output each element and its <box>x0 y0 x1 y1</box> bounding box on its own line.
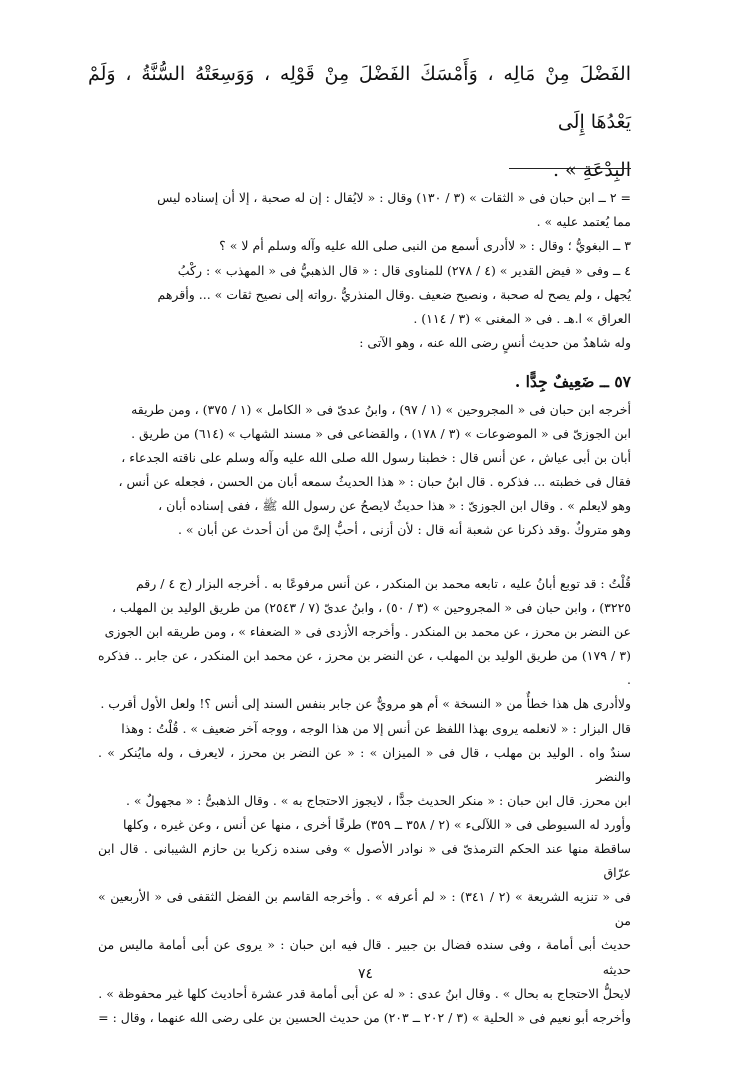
hadith-grade-heading: ٥٧ ــ ضَعِيفٌ جِدًّا . <box>514 372 631 391</box>
body-line: فى « تنزيه الشريعة » (٢ / ٣٤١) : « لم أعرفه » . وأخرجه القاسم بن الفضل الثقفى فى « الأربعين » من <box>98 889 631 929</box>
body-line: أخرجه ابن حبان فى « المجروحين » (١ / ٩٧) ، وابنُ عدىّ فى « الكامل » (١ / ٣٧٥) ، ومن طريقه <box>131 402 631 417</box>
footnote-line: ٤ ــ وفى « فيض القدير » (٤ / ٢٧٨) للمناوى قال : « قال الذهبيُّ فى « المهذب » : ركْبُ <box>177 262 631 278</box>
footnote-separator <box>509 168 631 169</box>
main-text-block <box>88 50 631 194</box>
body-line: (٣ / ١٧٩) من طريق الوليد بن المهلب ، عن النضر بن محرز ، عن محمد ابن المنكدر ، عن جابر .. فذكره . <box>98 648 631 688</box>
body-line: فقال فى خطبته ... فذكره . قال ابنُ حبان : « هذا الحديثُ سمعه أبان من الحسن ، فجعله عن أنس ، <box>118 474 631 490</box>
body-line: قال البزار : « لانعلمه يروى بهذا اللفظ عن أنس إلا من هذا الوجه ، ووجه آخر ضعيف » . قُلْتُ : وهذا <box>121 720 631 736</box>
body-line: أبان بن أبى عياش ، عن أنس قال : خطبنا رسول الله صلى الله عليه وآله وسلم على ناقته الجدعاء ، <box>121 450 631 466</box>
footnotes-block <box>98 186 631 355</box>
body-line: قُلْتُ : قد توبع أبانُ عليه ، تابعه محمد بن المنكدر ، عن أنس مرفوعًا به . أخرجه البزار (ج ٤ / رقم <box>135 576 631 591</box>
body-line: وهو متروكٌ .وقد ذكرنا عن شعبة أنه قال : لأن أزنى ، أحبُّ إلىَّ من أن أحدث عن أبان » . <box>177 522 631 538</box>
footnote-line: العراق » ا.هـ . فى « المغنى » (٣ / ١١٤) . <box>413 311 631 327</box>
page-number: ٧٤ <box>357 966 374 982</box>
footnote-line: وله شاهدٌ من حديث أنسٍ رضى الله عنه ، وهو الآتى : <box>359 335 631 351</box>
main-text-line: الفَضْلَ مِنْ مَالِه ، وَأَمْسَكَ الفَضْلَ مِنْ قَوْلِه ، وَوَسِعَتْهُ السُّنَّةُ ، وَلَمْ يَعْدُهَا إِلَى <box>88 63 631 133</box>
body-line: وهو لايعلم » . وقال ابن الجوزىّ : « هذا حديثٌ لايصحُ عن رسول الله ﷺ ، ففى إسناده أبان ، <box>158 498 631 514</box>
body-line: وأورد له السيوطى فى « اللآلىء » (٢ / ٣٥٨ ــ ٣٥٩) طرقًا أخرى ، منها عن أنس ، وعن غيره ، وكلها <box>123 816 631 832</box>
body-line: ابن الجوزىّ فى « الموضوعات » (٣ / ١٧٨) ، والقضاعى فى « مسند الشهاب » (٦١٤) من طريق . <box>131 426 631 442</box>
body-line: لايحلُّ الاحتجاج به بحال » . وقال ابنُ عدى : « له عن أبى أمامة قدر عشرة أحاديث كلها غير محفوظة » . <box>98 985 631 1001</box>
body-line: ٣٢٢٥) ، وابن حبان فى « المجروحين » (٣ / ٥٠) ، وابنُ عدىّ (٧ / ٢٥٤٣) من طريق الوليد بن المهلب ، <box>112 600 631 616</box>
body-line: ابن محرز. قال ابن حبان : « منكر الحديث جدًّا ، لايجوز الاحتجاج به » . وقال الذهبىُّ : « مجهولٌ » . <box>125 792 631 808</box>
body-line: ساقطة منها عند الحكم الترمذىّ فى « نوادر الأصول » وفى سنده زكريا بن حازم الشيبانى . قال ابن عرّاق <box>98 841 631 881</box>
body-line: ولاأدرى هل هذا خطأٌ من « النسخة » أم هو مرويٌّ عن جابر بنفس السند إلى أنس ؟! ولعل الأول أقرب . <box>100 696 631 712</box>
footnote-line: يُجهل ، ولم يصح له صحبة ، ونصيح ضعيف .وقال المنذريُّ .رواته إلى نصيح ثقات » ... وأقرهم <box>157 286 631 302</box>
takhrij-paragraph <box>98 398 631 543</box>
body-line: وأخرجه أبو نعيم فى « الحلية » (٣ / ٢٠٢ ــ ٢٠٣) من حديث الحسين بن على رضى الله عنهما ، وقال : = <box>98 1009 631 1025</box>
footnote-line: مما يُعتمد عليه » . <box>536 214 631 230</box>
body-line: سندٌ واه . الوليد بن مهلب ، قال فى « الميزان » : « عن النضر بن محرز ، لايعرف ، وله مايُنكر » . والنضر <box>98 744 631 784</box>
body-line: حديث أبى أمامة ، وفى سنده فضال بن جبير . قال فيه ابن حبان : « يروى عن أبى أمامة ماليس من حديثه <box>98 937 631 977</box>
commentary-paragraph <box>98 572 631 1030</box>
main-text-line: البِدْعَةِ » . <box>552 159 631 181</box>
body-line: عن النضر بن محرز ، عن محمد بن المنكدر . وأخرجه الأزدى فى « الضعفاء » ، ومن طريقه ابن الجوزى <box>104 624 631 640</box>
footnote-line: ٣ ــ البغويُّ ؛ وقال : « لاأدرى أسمع من النبى صلى الله عليه وآله وسلم أم لا » ؟ <box>219 238 631 254</box>
footnote-line: = ٢ ــ ابن حبان فى « الثقات » (٣ / ١٣٠) وقال : « لايُقال : إن له صحبة ، إلا أن إسناده ليس <box>157 190 631 205</box>
